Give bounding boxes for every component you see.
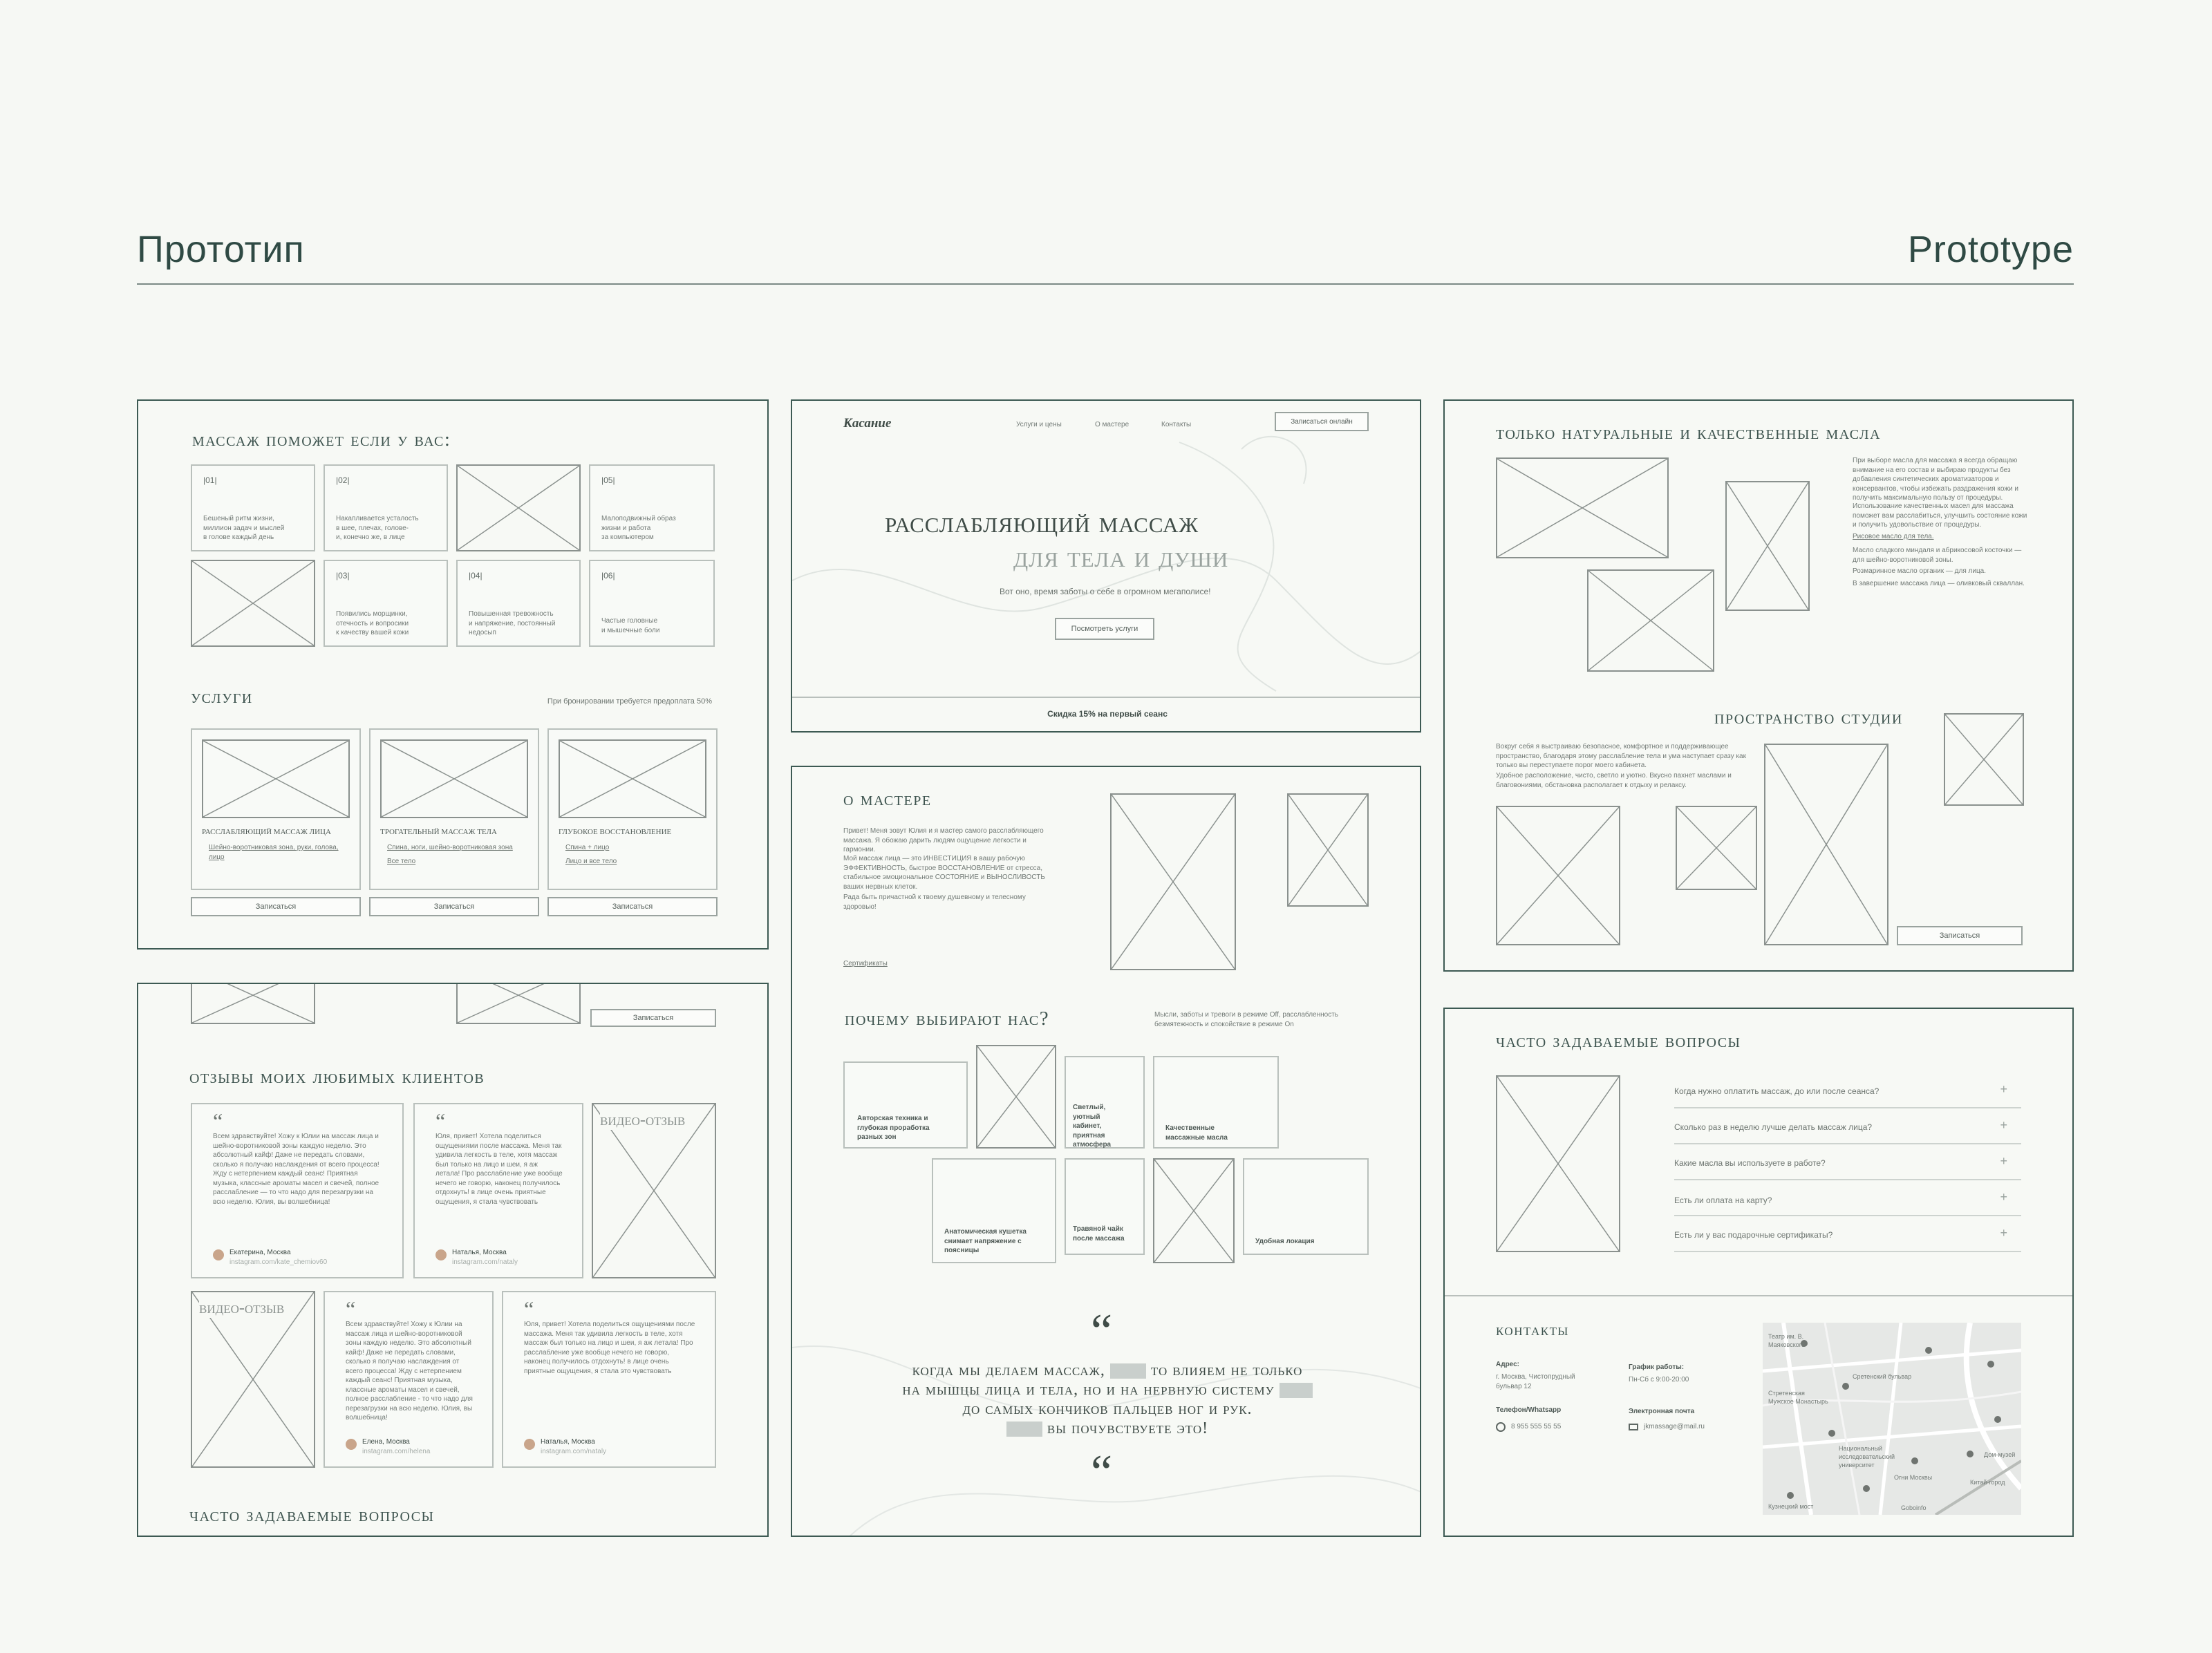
promo-divider	[792, 697, 1421, 698]
email-value[interactable]: jkmassage@mail.ru	[1644, 1423, 1705, 1430]
nav-services[interactable]: Услуги и цены	[1016, 421, 1062, 428]
avatar	[213, 1249, 224, 1260]
image-placeholder	[1944, 713, 2024, 806]
redaction-block	[1110, 1363, 1146, 1379]
video-review-placeholder[interactable]	[191, 1291, 315, 1468]
quote-line-2: на мышцы лица и тела, но и на нервную систему	[902, 1381, 1275, 1399]
review-card	[413, 1103, 583, 1278]
image-placeholder	[1496, 806, 1620, 945]
book-service-button[interactable]: Записаться	[369, 897, 539, 916]
quote-line	[792, 1361, 1421, 1380]
quote-line-3: до самых кончиков пальцев ног и рук.	[962, 1400, 1253, 1418]
faq-item[interactable]	[1674, 1190, 2021, 1216]
benefit-text: Бешеный ритм жизни, миллион задач и мыслей в голове каждый день	[203, 515, 285, 541]
header-divider	[137, 283, 2074, 285]
quote-icon: “	[435, 1108, 446, 1133]
about-paragraph: Мой массаж лица — это ИНВЕСТИЦИЯ в вашу рабочую ЭФФЕКТИВНОСТЬ, быстрое ВОССТАНОВЛЕНИЕ от стресса, стабильное эмоциональное СОСТОЯНИЕ и ВЫНОСЛИВОСТЬ ваших нервных клеток.	[843, 855, 1045, 891]
benefit-card	[324, 560, 448, 647]
panel-hero	[791, 399, 1421, 733]
panel-reviews	[137, 983, 769, 1537]
image-placeholder	[976, 1045, 1056, 1149]
book-service-button[interactable]: Записаться	[191, 897, 361, 916]
quote-line-1a: когда мы делаем массаж,	[912, 1361, 1105, 1379]
review-handle[interactable]: instagram.com/nataly	[452, 1258, 518, 1266]
feature-text: Травяной чайк после массажа	[1073, 1225, 1125, 1243]
service-bullet: Спина + лицо	[565, 844, 610, 851]
faq-question: Есть ли у вас подарочные сертификаты?	[1674, 1230, 1833, 1240]
feature-card	[1243, 1158, 1369, 1255]
image-placeholder	[1764, 744, 1888, 945]
quote-icon: “	[346, 1296, 356, 1321]
studio-title: пространство студии	[1714, 706, 1903, 728]
review-author: Екатерина, Москва	[229, 1249, 291, 1256]
feature-card	[843, 1061, 968, 1149]
benefit-number: |04|	[469, 571, 482, 580]
hero-headline-2: для тела и души	[1013, 540, 1229, 574]
redaction-block	[1280, 1383, 1313, 1398]
quote-close-icon: “	[1091, 1446, 1113, 1499]
hero-subtitle: Вот оно, время заботы о себе в огромном мегаполисе!	[1000, 587, 1211, 596]
hero-headline-1: расслабляющий массаж	[885, 505, 1199, 539]
faq-question: Когда нужно оплатить массаж, до или после сеанса?	[1674, 1086, 1880, 1096]
benefit-card	[456, 560, 581, 647]
panel-faq	[1443, 1008, 2074, 1537]
expand-plus-icon[interactable]: +	[2000, 1154, 2007, 1168]
faq-item[interactable]	[1674, 1082, 2021, 1108]
studio-paragraph: Вокруг себя я выстраиваю безопасное, комфортное и поддерживающее пространство, благодаря этому расслабление тела и ума наступает сразу как только вы переступаете порог моего кабинета.	[1496, 743, 1746, 769]
map-label: Театр им. В. Маяковского	[1768, 1333, 1805, 1349]
map-label: Сретенский бульвар	[1853, 1373, 1912, 1380]
benefits-title: массаж поможет если у вас:	[192, 428, 451, 451]
service-bullet: Спина, ноги, шейно-воротниковая зона	[387, 844, 513, 851]
benefit-number: |02|	[336, 475, 350, 485]
benefit-number: |03|	[336, 571, 350, 580]
image-placeholder	[380, 739, 528, 818]
oils-item: Рисовое масло для тела.	[1853, 533, 1934, 540]
image-placeholder	[202, 739, 350, 818]
benefit-card	[324, 464, 448, 551]
redaction-block	[1006, 1421, 1042, 1437]
expand-plus-icon[interactable]: +	[2000, 1118, 2007, 1132]
nav-about[interactable]: О мастере	[1095, 421, 1130, 428]
video-review-label: видео-отзыв	[600, 1111, 686, 1129]
book-button[interactable]: Записаться	[590, 1009, 716, 1027]
phone-label: Телефон/Whatsapp	[1496, 1406, 1562, 1414]
view-services-button[interactable]: Посмотреть услуги	[1055, 618, 1154, 640]
image-placeholder	[1287, 793, 1369, 907]
oils-item: Масло сладкого миндаля и абрикосовой косточки — для шейно-воротниковой зоны.	[1853, 547, 2022, 564]
whatsapp-icon[interactable]	[1496, 1422, 1506, 1432]
review-handle[interactable]: instagram.com/helena	[362, 1448, 431, 1455]
benefit-text: Повышенная тревожность и напряжение, постоянный недосып	[469, 610, 556, 636]
benefit-text: Появились морщинки, отечность и вопросики к качеству вашей кожи	[336, 610, 409, 636]
hours-value: Пн-Сб с 9:00-20:00	[1629, 1376, 1689, 1383]
feature-text: Авторская техника и глубокая проработка разных зон	[857, 1115, 930, 1141]
image-placeholder	[1725, 481, 1810, 611]
studio-paragraph: Удобное расположение, чисто, светло и уютно. Вкусно пахнет маслами и благовониями, обстановка располагает к отдыху и релаксу.	[1496, 772, 1732, 789]
why-note: Мысли, заботы и тревоги в режиме Off, расслабленность безмятежность и спокойствие в режиме On	[1154, 1011, 1338, 1028]
image-placeholder	[191, 983, 315, 1024]
review-handle[interactable]: instagram.com/kate_chemiov60	[229, 1258, 328, 1266]
service-card	[369, 728, 539, 890]
why-title: почему выбирают нас?	[845, 1008, 1050, 1030]
faq-question: Какие масла вы используете в работе?	[1674, 1158, 1826, 1168]
services-note: При бронировании требуется предоплата 50%	[547, 697, 712, 706]
map-label: Национальный исследовательский университет	[1839, 1445, 1895, 1469]
service-bullet: Лицо и все тело	[565, 858, 617, 865]
feature-card	[932, 1158, 1056, 1263]
review-author: Елена, Москва	[362, 1438, 410, 1446]
service-card	[191, 728, 361, 890]
review-card	[502, 1291, 716, 1468]
benefit-card	[589, 464, 715, 551]
image-placeholder	[1496, 1075, 1620, 1252]
oils-item: Розмаринное масло органик — для лица.	[1853, 567, 1987, 575]
book-studio-button[interactable]: Записаться	[1897, 926, 2023, 945]
image-placeholder	[1587, 569, 1714, 672]
map-label: Дом-музей	[1984, 1451, 2016, 1458]
faq-item[interactable]	[1674, 1154, 2021, 1180]
image-placeholder	[456, 464, 581, 551]
address-label: Адрес:	[1496, 1361, 1519, 1368]
feature-text: Анатомическая кушетка снимает напряжение с поясницы	[944, 1228, 1027, 1254]
video-review-label: видео-отзыв	[199, 1299, 285, 1317]
quote-line	[792, 1381, 1421, 1399]
review-card	[324, 1291, 494, 1468]
benefit-text: Частые головные и мышечные боли	[601, 617, 660, 634]
logo[interactable]: Касание	[843, 416, 892, 431]
benefit-number: |05|	[601, 475, 615, 485]
header-title-en: Prototype	[1907, 229, 2074, 270]
hours-label: График работы:	[1629, 1363, 1685, 1371]
feature-card	[1065, 1056, 1145, 1149]
about-paragraph: Привет! Меня зовут Юлия и я мастер самого расслабляющего массажа. Я обожаю дарить людям ощущение легкости и гармонии.	[843, 827, 1044, 853]
benefit-number: |01|	[203, 475, 217, 485]
quote-icon: “	[524, 1296, 534, 1321]
video-review-placeholder[interactable]	[592, 1103, 716, 1278]
feature-text: Удобная локация	[1255, 1238, 1315, 1245]
service-bullet: Все тело	[387, 858, 416, 865]
image-placeholder	[191, 560, 315, 647]
review-text: Юля, привет! Хотела поделиться ощущениями после массажа. Меня так удивила легкость в теле, хотя массаж был только на лицо и шеи, я аж летала! Про расслабление уже вообще нечего не говорю, наконец получилось отдохнуть! в лице очень приятные ощущения, я стала чувствовать	[435, 1133, 563, 1206]
service-name: РАССЛАБЛЯЮЩИЙ МАССАЖ ЛИЦА	[202, 828, 331, 836]
quote-open-icon: “	[1091, 1305, 1113, 1358]
panel-master	[791, 766, 1421, 1537]
faq-title: часто задаваемые вопросы	[189, 1504, 435, 1526]
benefit-card	[191, 464, 315, 551]
image-placeholder	[1110, 793, 1236, 970]
promo-banner: Скидка 15% на первый сеанс	[1047, 709, 1168, 719]
map-label: Огни Москвы	[1894, 1474, 1933, 1481]
image-placeholder	[1496, 457, 1669, 558]
benefit-text: Накапливается усталость в шее, плечах, голове- и, конечно же, в лице	[336, 515, 419, 541]
review-text: Всем здравствуйте! Хожу к Юлии на массаж лица и шейно-воротниковой зоны каждую неделю. Это абсолютный кайф! Даже не передать словами, сколько я получаю наслаждения от всего процесса! Жду с нетерпением каждый сеанс! Приятная музыка, классные ароматы масел и свечей, полное расслабление — то что надо для перезагрузки на всю неделю. Юлия, вы волшебница!	[213, 1133, 379, 1206]
benefit-card	[589, 560, 715, 647]
quote-line-1b: то влияем не только	[1150, 1361, 1303, 1379]
service-name: ТРОГАТЕЛЬНЫЙ МАССАЖ ТЕЛА	[380, 828, 497, 836]
services-title: услуги	[191, 686, 253, 708]
contacts-divider	[1445, 1295, 2074, 1296]
review-handle[interactable]: instagram.com/nataly	[541, 1448, 607, 1455]
nav-contacts[interactable]: Контакты	[1161, 421, 1192, 428]
benefit-number: |06|	[601, 571, 615, 580]
about-title: о мастере	[843, 788, 932, 810]
service-card	[547, 728, 718, 890]
faq-item[interactable]	[1674, 1118, 2021, 1144]
oils-item: В завершение массажа лица — оливковый скваллан.	[1853, 580, 2025, 587]
avatar	[346, 1439, 357, 1450]
quote-icon: “	[213, 1108, 223, 1133]
service-name: ГЛУБОКОЕ ВОССТАНОВЛЕНИЕ	[559, 828, 672, 836]
header-title-ru: Прототип	[137, 229, 305, 270]
address-value: г. Москва, Чистопрудный бульвар 12	[1496, 1373, 1575, 1390]
book-service-button[interactable]: Записаться	[547, 897, 718, 916]
reviews-title: отзывы моих любимых клиентов	[189, 1066, 485, 1088]
faq-question: Есть ли оплата на карту?	[1674, 1196, 1772, 1205]
expand-plus-icon[interactable]: +	[2000, 1082, 2007, 1096]
faq-item[interactable]	[1674, 1226, 2021, 1252]
image-placeholder	[456, 983, 581, 1024]
quote-line-4: вы почувствуете это!	[1047, 1419, 1209, 1437]
faq-question: Сколько раз в неделю лучше делать массаж лица?	[1674, 1122, 1873, 1132]
phone-value[interactable]: 8 955 555 55 55	[1511, 1423, 1562, 1430]
service-bullet: Шейно-воротниковая зона, руки, голова, лицо	[209, 844, 339, 861]
map[interactable]	[1763, 1323, 2021, 1515]
map-label: Goboinfo	[1901, 1504, 1927, 1511]
avatar	[435, 1249, 447, 1260]
review-author: Наталья, Москва	[541, 1438, 595, 1446]
feature-card	[1065, 1158, 1145, 1255]
quote-line	[792, 1419, 1421, 1438]
map-label: Китай-город	[1970, 1479, 2005, 1486]
certificates-link[interactable]: Сертификаты	[843, 960, 888, 967]
avatar	[524, 1439, 535, 1450]
mail-icon[interactable]	[1629, 1424, 1638, 1430]
image-placeholder	[1676, 806, 1757, 890]
benefit-text: Малоподвижный образ жизни и работа за компьютером	[601, 515, 676, 541]
oils-title: только натуральные и качественные масла	[1496, 422, 1882, 444]
map-label: Кузнецкий мост	[1768, 1503, 1814, 1510]
expand-plus-icon[interactable]: +	[2000, 1190, 2007, 1204]
review-author: Наталья, Москва	[452, 1249, 507, 1256]
review-text: Всем здравствуйте! Хожу к Юлии на массаж лица и шейно-воротниковой зоны каждую неделю. Это абсолютный кайф! Даже не передать словами, сколько я получаю наслаждения от всего процесса! Жду с нетерпением каждый сеанс! Приятная музыка, классные ароматы масел и свечей, полное расслабление - то что надо для перезагрузки на всю неделю. Юлия, вы волшебница!	[346, 1321, 473, 1421]
feature-text: Качественные массажные масла	[1165, 1124, 1228, 1142]
oils-paragraph: Использование качественных масел для массажа поможет вам расслабиться, улучшить состояние кожи и получить удовольствие от процедуры.	[1853, 502, 2027, 529]
expand-plus-icon[interactable]: +	[2000, 1226, 2007, 1240]
email-label: Электронная почта	[1629, 1408, 1695, 1415]
review-card	[191, 1103, 404, 1278]
about-paragraph: Рада быть причастной к твоему душевному и телесному здоровью!	[843, 894, 1026, 911]
panel-oils	[1443, 399, 2074, 972]
image-placeholder	[559, 739, 706, 818]
review-text: Юля, привет! Хотела поделиться ощущениями после массажа. Меня так удивила легкость в теле, хотя массаж был только на лицо и шеи, я аж летала! Про расслабление уже вообще нечего не говорю, наконец получилось отдохнуть! в лице очень приятные ощущения, я стала это чувствовать	[524, 1321, 695, 1375]
feature-card	[1153, 1056, 1279, 1149]
map-label: Стретенская Мужское Монастырь	[1768, 1390, 1828, 1406]
feature-text: Светлый, уютный кабинет, приятная атмосфера	[1073, 1104, 1112, 1149]
image-placeholder	[1153, 1158, 1235, 1263]
book-online-button[interactable]: Записаться онлайн	[1275, 412, 1369, 431]
faq-title: часто задаваемые вопросы	[1496, 1030, 1741, 1052]
oils-paragraph: При выборе масла для массажа я всегда обращаю внимание на его состав и выбираю продукты без добавления синтетических ароматизаторов и консервантов, чтобы избежать раздражения кожи и получить максимальную пользу от процедуры.	[1853, 457, 2018, 502]
panel-benefits	[137, 399, 769, 950]
contacts-title: контакты	[1496, 1321, 1569, 1339]
